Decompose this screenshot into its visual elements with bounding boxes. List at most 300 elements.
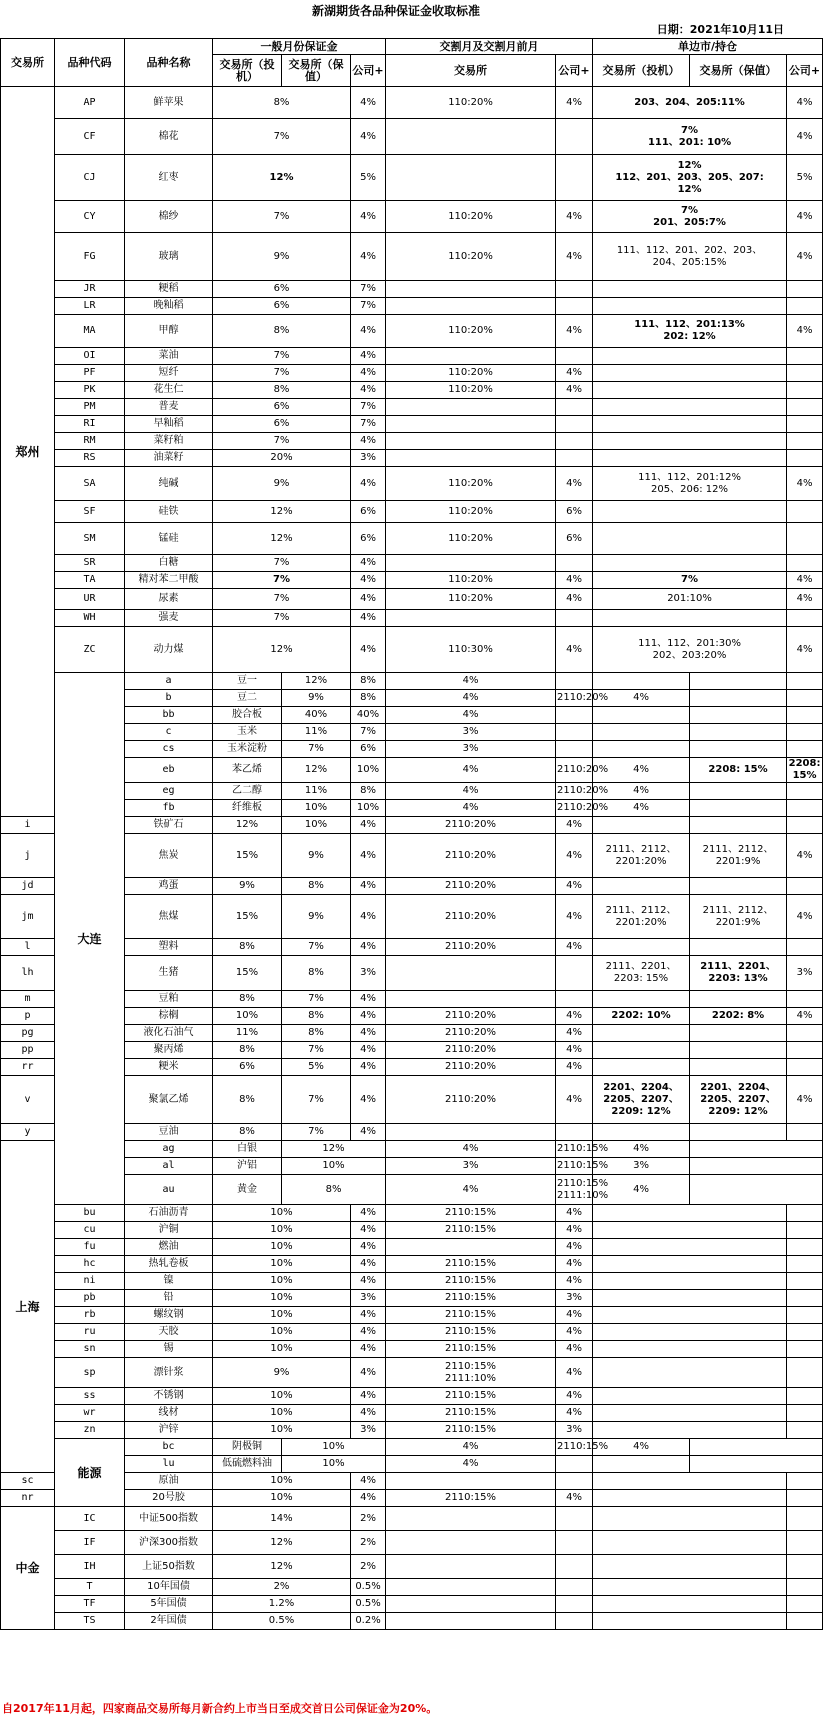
single-hedge-cell — [787, 724, 823, 741]
exchange-cell: 郑州 — [1, 87, 55, 817]
name-cell: 纤维板 — [213, 800, 282, 817]
single-side-cell — [593, 1239, 787, 1256]
general-company-cell: 4% — [351, 1307, 386, 1324]
code-cell: bb — [125, 707, 213, 724]
name-cell: 胶合板 — [213, 707, 282, 724]
single-hedge-cell: 2111、2112、 2201:9% — [690, 834, 787, 878]
delivery-exchange-cell: 2110:15% — [556, 1439, 593, 1456]
general-spec-cell: 8% — [213, 1076, 282, 1124]
single-side-cell — [593, 1531, 787, 1555]
delivery-exchange-cell: 110:20% — [386, 233, 556, 281]
delivery-company-cell: 4% — [556, 1405, 593, 1422]
name-cell: 锰硅 — [125, 523, 213, 555]
general-company-cell: 4% — [351, 315, 386, 348]
general-margin-cell: 9% — [213, 1358, 351, 1388]
single-company-cell: 4% — [787, 834, 823, 878]
delivery-exchange-cell — [386, 155, 556, 201]
table-row — [1, 939, 823, 956]
table-row — [1, 1324, 823, 1341]
code-cell: RI — [55, 416, 125, 433]
single-spec-cell — [690, 690, 787, 707]
single-company-cell — [787, 298, 823, 315]
general-company-cell: 4% — [351, 991, 386, 1008]
general-margin-cell: 12% — [213, 155, 351, 201]
name-cell: 2年国债 — [125, 1613, 213, 1630]
single-company-cell — [787, 416, 823, 433]
delivery-exchange-cell: 2110:20% — [386, 1059, 556, 1076]
general-company-cell: 4% — [386, 800, 556, 817]
single-side-cell — [690, 1158, 823, 1175]
delivery-exchange-cell — [386, 416, 556, 433]
general-company-cell: 4% — [351, 1388, 386, 1405]
delivery-company-cell: 4% — [556, 467, 593, 501]
general-company-cell: 4% — [351, 1358, 386, 1388]
name-cell: 棉纱 — [125, 201, 213, 233]
name-cell: 油菜籽 — [125, 450, 213, 467]
general-company-cell: 4% — [351, 382, 386, 399]
code-cell: IF — [55, 1531, 125, 1555]
single-company-cell — [787, 382, 823, 399]
single-hedge-cell — [690, 817, 787, 834]
name-cell: 豆一 — [213, 673, 282, 690]
header-code: 品种代码 — [55, 39, 125, 87]
code-cell: JR — [55, 281, 125, 298]
single-company-cell — [787, 1422, 823, 1439]
general-hedge-cell: 8% — [282, 1025, 351, 1042]
general-spec-cell: 10% — [213, 1008, 282, 1025]
table-row — [1, 673, 823, 690]
delivery-company-cell — [556, 119, 593, 155]
exchange-cell: 中金 — [1, 1507, 55, 1630]
general-company-cell: 4% — [351, 1025, 386, 1042]
single-company-cell: 4% — [787, 315, 823, 348]
code-cell: c — [125, 724, 213, 741]
name-cell: 豆二 — [213, 690, 282, 707]
general-spec-cell: 8% — [213, 1124, 282, 1141]
code-cell: bu — [55, 1205, 125, 1222]
single-company-cell — [787, 610, 823, 627]
delivery-company-cell: 4% — [556, 1205, 593, 1222]
single-hedge-cell — [690, 1042, 787, 1059]
single-company-cell — [787, 817, 823, 834]
single-hedge-cell: 2111、2201、 2203: 13% — [690, 956, 787, 991]
name-cell: 天胶 — [125, 1324, 213, 1341]
code-cell: sc — [1, 1473, 55, 1490]
single-hedge-cell — [787, 673, 823, 690]
header-single-spec: 交易所（投机） — [593, 55, 690, 87]
single-side-cell — [593, 1507, 787, 1531]
header-general-company: 公司+ — [351, 55, 386, 87]
header-name: 品种名称 — [125, 39, 213, 87]
general-margin-cell: 10% — [213, 1388, 351, 1405]
delivery-company-cell: 4% — [593, 1175, 690, 1205]
single-hedge-cell: 2111、2112、 2201:9% — [690, 895, 787, 939]
delivery-company-cell: 6% — [556, 523, 593, 555]
general-margin-cell: 8% — [282, 1175, 386, 1205]
single-company-cell — [787, 1256, 823, 1273]
general-margin-cell: 10% — [213, 1405, 351, 1422]
single-company-cell — [787, 1490, 823, 1507]
code-cell: jm — [1, 895, 55, 939]
name-cell: 白糖 — [125, 555, 213, 572]
general-hedge-cell: 10% — [351, 758, 386, 783]
general-margin-cell: 12% — [213, 627, 351, 673]
name-cell: 镍 — [125, 1273, 213, 1290]
single-company-cell — [787, 1042, 823, 1059]
single-spec-cell — [593, 991, 690, 1008]
delivery-company-cell — [556, 1596, 593, 1613]
code-cell: pg — [1, 1025, 55, 1042]
single-company-cell — [787, 1222, 823, 1239]
table-row — [1, 1124, 823, 1141]
delivery-exchange-cell: 2110:20% — [386, 1042, 556, 1059]
general-company-cell: 4% — [351, 555, 386, 572]
name-cell: 不锈钢 — [125, 1388, 213, 1405]
single-company-cell — [787, 433, 823, 450]
general-company-cell: 4% — [351, 348, 386, 365]
name-cell: 强麦 — [125, 610, 213, 627]
general-company-cell: 2% — [351, 1555, 386, 1579]
single-spec-cell — [593, 817, 690, 834]
general-company-cell: 4% — [351, 1124, 386, 1141]
code-cell: IC — [55, 1507, 125, 1531]
table-row — [1, 1141, 823, 1158]
general-company-cell: 4% — [351, 817, 386, 834]
delivery-exchange-cell: 2110:15% — [386, 1388, 556, 1405]
delivery-company-cell: 4% — [556, 1008, 593, 1025]
delivery-exchange-cell: 2110:15% — [386, 1273, 556, 1290]
single-company-cell: 4% — [787, 572, 823, 589]
name-cell: 豆粕 — [125, 991, 213, 1008]
name-cell: 5年国债 — [125, 1596, 213, 1613]
delivery-company-cell: 4% — [556, 1025, 593, 1042]
delivery-company-cell — [556, 1579, 593, 1596]
general-margin-cell: 7% — [213, 555, 351, 572]
name-cell: 花生仁 — [125, 382, 213, 399]
table-row — [1, 1256, 823, 1273]
code-cell: ag — [125, 1141, 213, 1158]
table-row — [1, 348, 823, 365]
single-side-cell — [593, 1307, 787, 1324]
delivery-exchange-cell: 2110:20% — [556, 758, 593, 783]
name-cell: 液化石油气 — [125, 1025, 213, 1042]
general-margin-cell: 10% — [213, 1205, 351, 1222]
code-cell: ni — [55, 1273, 125, 1290]
delivery-company-cell: 4% — [556, 1273, 593, 1290]
single-company-cell — [787, 1059, 823, 1076]
delivery-company-cell: 4% — [556, 1239, 593, 1256]
code-cell: T — [55, 1579, 125, 1596]
general-company-cell: 2% — [351, 1507, 386, 1531]
single-company-cell — [787, 1324, 823, 1341]
exchange-cell: 能源 — [55, 1439, 125, 1507]
general-spec-cell: 11% — [213, 1025, 282, 1042]
general-company-cell: 7% — [351, 416, 386, 433]
single-spec-cell: 2208: 15% — [690, 758, 787, 783]
table-row — [1, 1555, 823, 1579]
general-company-cell: 4% — [351, 467, 386, 501]
delivery-company-cell — [556, 298, 593, 315]
general-spec-cell: 11% — [282, 724, 351, 741]
delivery-company-cell: 4% — [556, 315, 593, 348]
single-spec-cell: 2202: 10% — [593, 1008, 690, 1025]
single-side-cell — [593, 382, 787, 399]
general-margin-cell: 10% — [213, 1324, 351, 1341]
delivery-company-cell: 4% — [556, 1256, 593, 1273]
name-cell: 漂针浆 — [125, 1358, 213, 1388]
general-margin-cell: 7% — [213, 348, 351, 365]
delivery-exchange-cell: 2110:20% — [386, 1008, 556, 1025]
code-cell: fb — [125, 800, 213, 817]
single-side-cell — [690, 1439, 823, 1456]
single-company-cell: 4% — [787, 1008, 823, 1025]
name-cell: 10年国债 — [125, 1579, 213, 1596]
table-row — [1, 1473, 823, 1490]
single-side-cell — [593, 1388, 787, 1405]
code-cell: a — [125, 673, 213, 690]
general-company-cell: 4% — [351, 1256, 386, 1273]
general-margin-cell: 10% — [213, 1307, 351, 1324]
delivery-company-cell — [556, 399, 593, 416]
general-margin-cell: 1.2% — [213, 1596, 351, 1613]
name-cell: 焦煤 — [125, 895, 213, 939]
general-spec-cell: 6% — [213, 1059, 282, 1076]
name-cell: 沪锌 — [125, 1422, 213, 1439]
general-company-cell: 0.5% — [351, 1596, 386, 1613]
code-cell: ZC — [55, 627, 125, 673]
single-side-cell — [593, 1613, 787, 1630]
delivery-exchange-cell — [556, 741, 593, 758]
single-company-cell — [787, 939, 823, 956]
general-company-cell: 4% — [386, 758, 556, 783]
code-cell: sn — [55, 1341, 125, 1358]
general-hedge-cell: 9% — [282, 834, 351, 878]
delivery-company-cell: 4% — [593, 1141, 690, 1158]
name-cell: 红枣 — [125, 155, 213, 201]
single-side-cell — [593, 433, 787, 450]
delivery-exchange-cell: 2110:15% — [386, 1307, 556, 1324]
delivery-company-cell — [556, 991, 593, 1008]
general-margin-cell: 7% — [213, 433, 351, 450]
delivery-exchange-cell: 2110:15% — [386, 1324, 556, 1341]
general-spec-cell: 7% — [282, 741, 351, 758]
table-row — [1, 800, 823, 817]
general-margin-cell: 10% — [282, 1439, 386, 1456]
name-cell: 生猪 — [125, 956, 213, 991]
delivery-company-cell: 4% — [556, 1324, 593, 1341]
table-row — [1, 690, 823, 707]
general-company-cell: 4% — [351, 87, 386, 119]
delivery-exchange-cell: 2110:20% — [386, 817, 556, 834]
delivery-company-cell — [556, 348, 593, 365]
delivery-company-cell: 4% — [593, 1439, 690, 1456]
delivery-company-cell: 4% — [556, 1341, 593, 1358]
general-spec-cell: 8% — [213, 991, 282, 1008]
name-cell: 粳米 — [125, 1059, 213, 1076]
general-margin-cell: 10% — [213, 1490, 351, 1507]
single-company-cell — [787, 1358, 823, 1388]
table-row — [1, 1008, 823, 1025]
single-side-cell — [593, 1473, 787, 1490]
single-company-cell: 4% — [787, 627, 823, 673]
single-company-cell — [787, 1555, 823, 1579]
general-company-cell: 0.5% — [351, 1579, 386, 1596]
delivery-exchange-cell: 110:20% — [386, 382, 556, 399]
general-hedge-cell: 8% — [282, 1008, 351, 1025]
single-spec-cell — [593, 878, 690, 895]
general-company-cell: 4% — [351, 572, 386, 589]
single-side-cell: 7% 111、201: 10% — [593, 119, 787, 155]
margin-table-body — [1, 87, 823, 1630]
general-company-cell: 3% — [386, 724, 556, 741]
general-margin-cell: 10% — [213, 1341, 351, 1358]
single-hedge-cell — [690, 939, 787, 956]
delivery-company-cell: 4% — [593, 800, 690, 817]
delivery-exchange-cell: 2110:20% — [386, 1076, 556, 1124]
name-cell: 普麦 — [125, 399, 213, 416]
general-hedge-cell: 8% — [351, 783, 386, 800]
single-spec-cell — [690, 800, 787, 817]
delivery-exchange-cell — [386, 610, 556, 627]
single-side-cell: 203、204、205:11% — [593, 87, 787, 119]
single-company-cell: 4% — [787, 233, 823, 281]
delivery-company-cell — [556, 450, 593, 467]
name-cell: 纯碱 — [125, 467, 213, 501]
single-company-cell — [787, 1473, 823, 1490]
code-cell: jd — [1, 878, 55, 895]
name-cell: 棕榈 — [125, 1008, 213, 1025]
single-side-cell — [593, 1555, 787, 1579]
general-company-cell: 4% — [351, 1273, 386, 1290]
single-side-cell — [593, 1273, 787, 1290]
name-cell: 铅 — [125, 1290, 213, 1307]
general-margin-cell: 10% — [213, 1290, 351, 1307]
sheet-title: 新湖期货各品种保证金收取标准 — [311, 4, 480, 18]
general-hedge-cell: 7% — [282, 1124, 351, 1141]
general-company-cell: 4% — [351, 233, 386, 281]
table-row — [1, 1307, 823, 1324]
general-hedge-cell: 40% — [351, 707, 386, 724]
delivery-exchange-cell: 2110:15% — [556, 1158, 593, 1175]
delivery-company-cell: 3% — [556, 1290, 593, 1307]
delivery-exchange-cell — [386, 450, 556, 467]
table-row — [1, 956, 823, 991]
delivery-exchange-cell — [556, 707, 593, 724]
table-row — [1, 365, 823, 382]
single-spec-cell — [593, 1124, 690, 1141]
general-spec-cell: 8% — [213, 1042, 282, 1059]
single-company-cell — [787, 501, 823, 523]
general-company-cell: 4% — [351, 433, 386, 450]
single-company-cell: 3% — [787, 956, 823, 991]
single-side-cell — [593, 1341, 787, 1358]
general-company-cell: 4% — [351, 1239, 386, 1256]
delivery-exchange-cell: 110:20% — [386, 523, 556, 555]
exchange-cell: 上海 — [1, 1141, 55, 1473]
single-hedge-cell — [690, 1124, 787, 1141]
table-row — [1, 555, 823, 572]
delivery-exchange-cell — [386, 1613, 556, 1630]
single-company-cell — [787, 1025, 823, 1042]
delivery-company-cell: 4% — [556, 589, 593, 610]
delivery-exchange-cell: 110:20% — [386, 501, 556, 523]
delivery-exchange-cell — [386, 119, 556, 155]
general-company-cell: 4% — [351, 119, 386, 155]
single-side-cell: 7% 201、205:7% — [593, 201, 787, 233]
general-company-cell: 3% — [351, 450, 386, 467]
table-row — [1, 87, 823, 119]
code-cell: ru — [55, 1324, 125, 1341]
general-margin-cell: 10% — [282, 1158, 386, 1175]
delivery-company-cell — [556, 1124, 593, 1141]
delivery-exchange-cell: 2110:20% — [556, 800, 593, 817]
single-spec-cell: 2111、2201、 2203: 15% — [593, 956, 690, 991]
general-company-cell: 4% — [351, 201, 386, 233]
delivery-exchange-cell: 2110:15% — [386, 1222, 556, 1239]
general-margin-cell: 8% — [213, 382, 351, 399]
single-side-cell — [593, 1205, 787, 1222]
table-row — [1, 724, 823, 741]
general-company-cell: 4% — [386, 673, 556, 690]
code-cell: lh — [1, 956, 55, 991]
delivery-exchange-cell — [386, 1579, 556, 1596]
code-cell: p — [1, 1008, 55, 1025]
general-company-cell: 3% — [386, 741, 556, 758]
single-side-cell: 201:10% — [593, 589, 787, 610]
code-cell: CF — [55, 119, 125, 155]
general-margin-cell: 6% — [213, 399, 351, 416]
single-company-cell — [787, 1579, 823, 1596]
single-side-cell — [593, 416, 787, 433]
name-cell: 石油沥青 — [125, 1205, 213, 1222]
general-company-cell: 4% — [351, 1490, 386, 1507]
general-spec-cell: 9% — [282, 690, 351, 707]
name-cell: 乙二醇 — [213, 783, 282, 800]
general-company-cell: 4% — [386, 1456, 556, 1473]
single-spec-cell — [690, 673, 787, 690]
table-row — [1, 1222, 823, 1239]
name-cell: 阴极铜 — [213, 1439, 282, 1456]
code-cell: zn — [55, 1422, 125, 1439]
table-row — [1, 382, 823, 399]
single-hedge-cell — [690, 1025, 787, 1042]
name-cell: 菜籽粕 — [125, 433, 213, 450]
delivery-exchange-cell: 2110:20% — [386, 834, 556, 878]
code-cell: pb — [55, 1290, 125, 1307]
name-cell: 菜油 — [125, 348, 213, 365]
general-hedge-cell: 6% — [351, 741, 386, 758]
single-company-cell — [787, 1531, 823, 1555]
general-hedge-cell: 7% — [282, 1076, 351, 1124]
single-company-cell — [787, 348, 823, 365]
single-spec-cell — [690, 741, 787, 758]
single-spec-cell: 2111、2112、 2201:20% — [593, 834, 690, 878]
general-company-cell: 3% — [351, 956, 386, 991]
general-spec-cell: 12% — [282, 758, 351, 783]
name-cell: 黄金 — [213, 1175, 282, 1205]
name-cell: 苯乙烯 — [213, 758, 282, 783]
code-cell: RM — [55, 433, 125, 450]
general-company-cell: 4% — [351, 1324, 386, 1341]
single-company-cell — [787, 450, 823, 467]
single-side-cell — [593, 1358, 787, 1388]
delivery-company-cell — [556, 1555, 593, 1579]
single-side-cell — [593, 450, 787, 467]
general-hedge-cell: 7% — [351, 724, 386, 741]
delivery-company-cell — [556, 1473, 593, 1490]
code-cell: UR — [55, 589, 125, 610]
delivery-exchange-cell: 2110:20% — [386, 939, 556, 956]
